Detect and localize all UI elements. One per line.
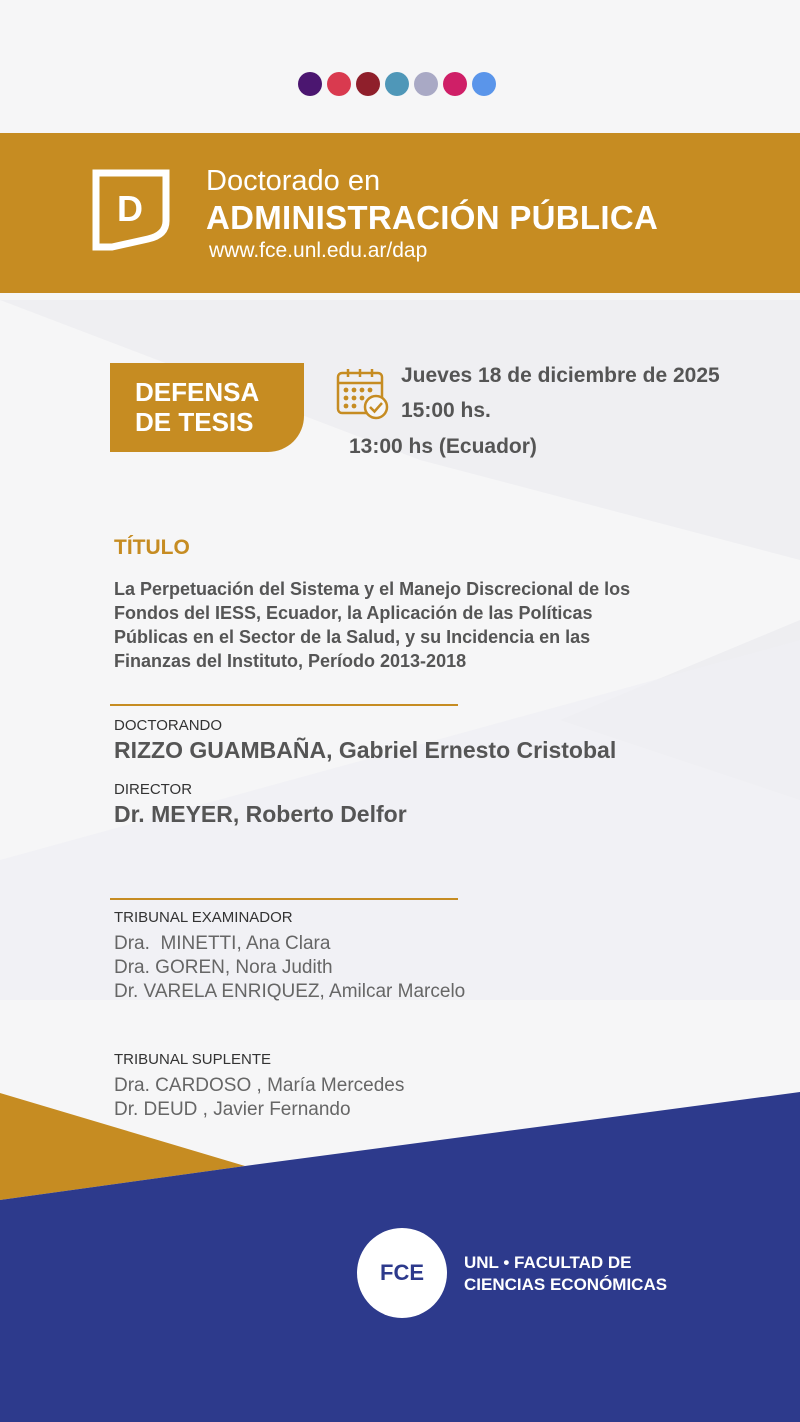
program-pre-title: Doctorado en bbox=[206, 165, 381, 197]
event-time-ecuador: 13:00 hs (Ecuador) bbox=[349, 435, 537, 458]
suplente-member: Dr. DEUD , Javier Fernando bbox=[114, 1099, 351, 1120]
director-name: Dr. MEYER, Roberto Delfor bbox=[114, 801, 407, 827]
thesis-title-line: Finanzas del Instituto, Período 2013-2018 bbox=[114, 651, 467, 671]
badge-line-2: DE TESIS bbox=[135, 407, 254, 437]
suplente-member: Dra. CARDOSO , María Mercedes bbox=[114, 1075, 405, 1096]
tribunal-list bbox=[114, 932, 465, 1004]
doctorado-logo-icon bbox=[92, 169, 170, 251]
tribunal-member: Dr. VARELA ENRIQUEZ, Amilcar Marcelo bbox=[114, 981, 466, 1002]
tribunal-label: TRIBUNAL EXAMINADOR bbox=[114, 909, 293, 926]
defensa-badge bbox=[110, 363, 304, 452]
color-dot bbox=[443, 72, 467, 96]
logo-letter: D bbox=[117, 188, 143, 229]
divider bbox=[110, 704, 458, 706]
faculty-line-2: CIENCIAS ECONÓMICAS bbox=[464, 1275, 668, 1294]
thesis-title bbox=[114, 577, 754, 673]
thesis-title-line: Fondos del IESS, Ecuador, la Aplicación de las Políticas bbox=[114, 603, 593, 623]
color-dot bbox=[298, 72, 322, 96]
faculty-line-1: FACULTAD DE bbox=[514, 1253, 632, 1272]
unl-line-1: UNL • FACULTAD DE bbox=[464, 1253, 632, 1272]
unl-faculty-name bbox=[464, 1252, 667, 1296]
doctorando-name: RIZZO GUAMBAÑA, Gabriel Ernesto Cristobal bbox=[114, 737, 617, 763]
badge-line-1: DEFENSA bbox=[135, 377, 260, 407]
fce-logo: FCE bbox=[357, 1228, 447, 1318]
color-dot bbox=[414, 72, 438, 96]
director-label: DIRECTOR bbox=[114, 781, 193, 798]
program-title: ADMINISTRACIÓN PÚBLICA bbox=[206, 199, 659, 236]
divider bbox=[110, 898, 458, 900]
header-banner bbox=[0, 133, 800, 293]
tribunal-member: Dra. MINETTI, Ana Clara bbox=[114, 933, 331, 954]
tribunal-member: Dra. GOREN, Nora Judith bbox=[114, 957, 333, 978]
color-dots bbox=[298, 72, 496, 96]
color-dot bbox=[327, 72, 351, 96]
calendar-check-icon bbox=[336, 367, 390, 421]
thesis-title-line: Públicas en el Sector de la Salud, y su Incidencia en las bbox=[114, 627, 591, 647]
color-dot bbox=[385, 72, 409, 96]
color-dot bbox=[472, 72, 496, 96]
program-url[interactable]: www.fce.unl.edu.ar/dap bbox=[209, 239, 428, 262]
event-date: Jueves 18 de diciembre de 2025 bbox=[401, 364, 720, 387]
suplente-list bbox=[114, 1074, 404, 1122]
suplente-label: TRIBUNAL SUPLENTE bbox=[114, 1051, 271, 1068]
doctorando-label: DOCTORANDO bbox=[114, 717, 223, 734]
thesis-title-line: La Perpetuación del Sistema y el Manejo Discrecional de los bbox=[114, 579, 631, 599]
unl-acronym: UNL bbox=[464, 1253, 499, 1272]
color-dot bbox=[356, 72, 380, 96]
thesis-title-label: TÍTULO bbox=[114, 536, 190, 559]
event-time: 15:00 hs. bbox=[401, 399, 491, 422]
